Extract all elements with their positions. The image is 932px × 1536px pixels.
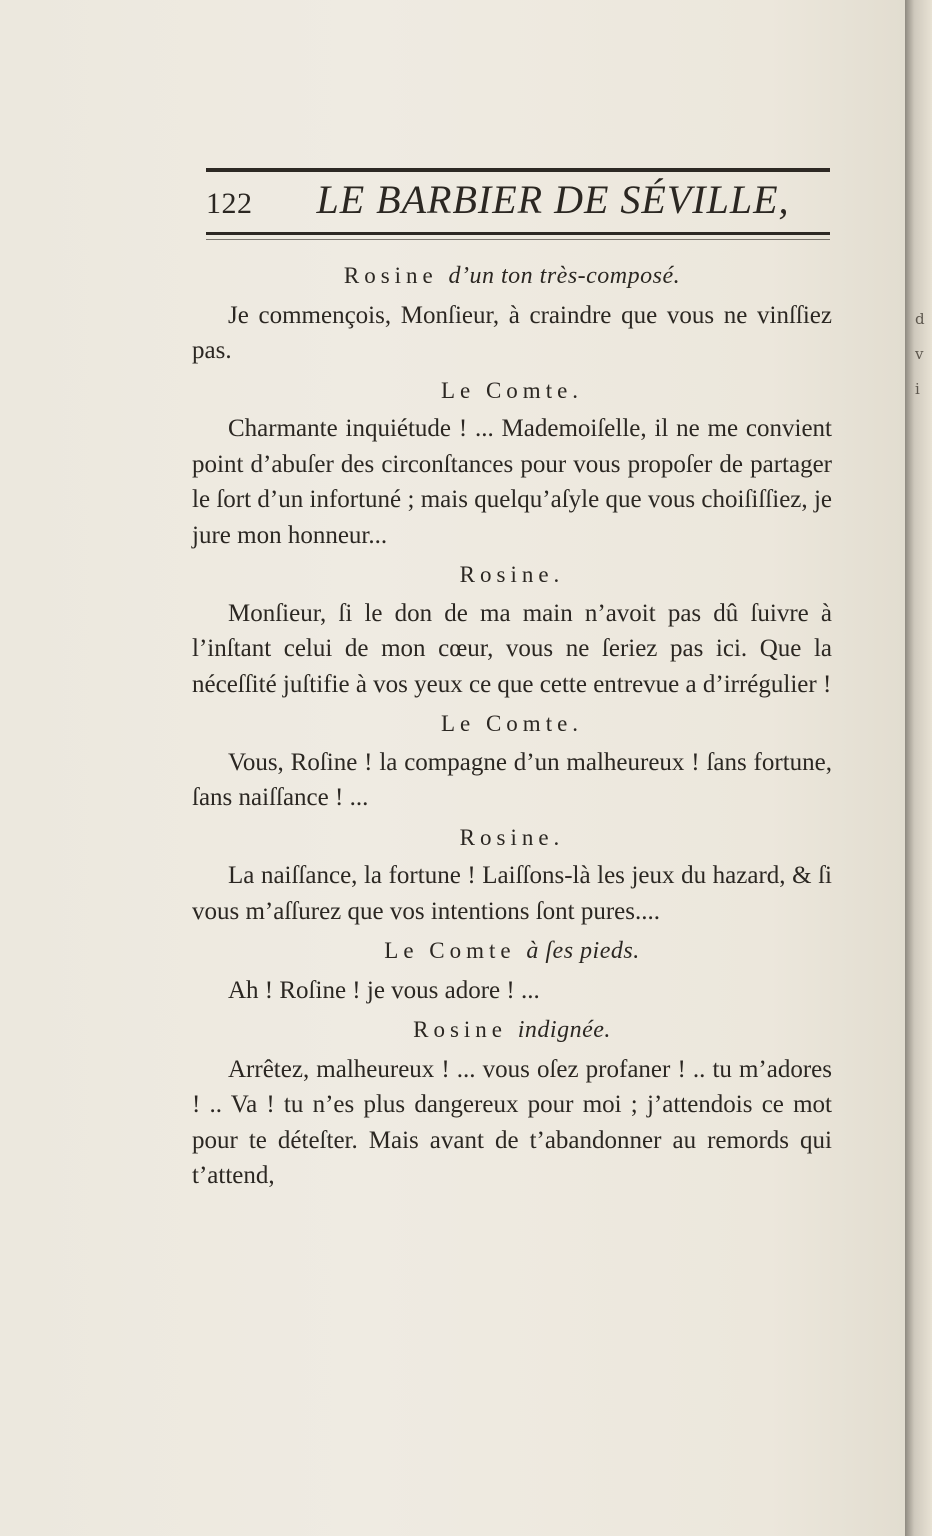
speaker-name: Rosine	[343, 263, 438, 288]
speaker-heading	[192, 1012, 832, 1049]
edge-mark: i	[915, 380, 920, 398]
speech-paragraph: Ah ! Roſine ! je vous adore ! ...	[228, 976, 540, 1004]
speaker-heading	[192, 706, 832, 742]
running-header	[206, 176, 830, 228]
speaker-name: Rosine.	[459, 562, 565, 587]
speech-paragraph: La naiſſance, la fortune ! Laiſſons-là les jeux du hazard, & ſi vous m’aſſurez que vos intentions ſont pures....	[192, 862, 832, 925]
speech-paragraph: Vous, Roſine ! la compagne d’un malheureux ! ſans fortune, ſans naiſſance ! ...	[192, 748, 832, 811]
speech-paragraph: Arrêtez, malheureux ! ... vous oſez profaner ! .. tu m’adores ! .. Va ! tu n’es plus dangereux pour moi ; j’attendois ce mot pour te déteſter. Mais avant de t’abandonner au remords qui t’attend,	[192, 1055, 832, 1189]
running-title: LE BARBIER DE SÉVILLE,	[316, 177, 790, 222]
speaker-heading	[192, 820, 832, 856]
speech-paragraph: Je commençois, Monſieur, à craindre que vous ne vinſſiez pas.	[192, 301, 832, 364]
edge-mark: d	[915, 310, 925, 328]
speaker-name: Rosine.	[459, 824, 565, 850]
speaker-heading	[192, 258, 832, 295]
speech-paragraph: Charmante inquiétude ! ... Mademoiſelle, il ne me convient point d’abuſer des circonſtances pour vous propoſer de partager le ſort d’un infortuné ; mais quelqu’aſyle que vous choiſiſſiez, je jure mon honneur...	[192, 415, 832, 549]
facing-page-edge	[905, 0, 932, 1536]
stage-direction: à ſes pieds.	[526, 938, 640, 964]
header-rule-bottom-thin	[206, 239, 830, 240]
speaker-name: Le Comte	[384, 938, 516, 963]
page-text	[192, 254, 832, 1194]
page-number: 122	[206, 187, 253, 220]
header-rule-bottom	[206, 232, 830, 235]
speaker-name: Le Comte.	[440, 377, 584, 403]
stage-direction: indignée.	[517, 1017, 611, 1043]
stage-direction: d’un ton très-composé.	[448, 263, 681, 289]
speaker-heading	[192, 373, 832, 409]
header-rule-top	[206, 168, 830, 172]
speaker-name: Le Comte.	[440, 711, 584, 736]
speaker-heading	[192, 557, 832, 593]
speech-paragraph: Monſieur, ſi le don de ma main n’avoit pas dû ſuivre à l’inſtant celui de mon cœur, vous ne ſeriez pas ici. Que la néceſſité juſtifie à vos yeux ce que cette entrevue a d’irrégulier !	[192, 599, 832, 698]
edge-mark: v	[915, 345, 924, 363]
speaker-name: Rosine	[413, 1017, 507, 1042]
speaker-heading	[192, 933, 832, 970]
